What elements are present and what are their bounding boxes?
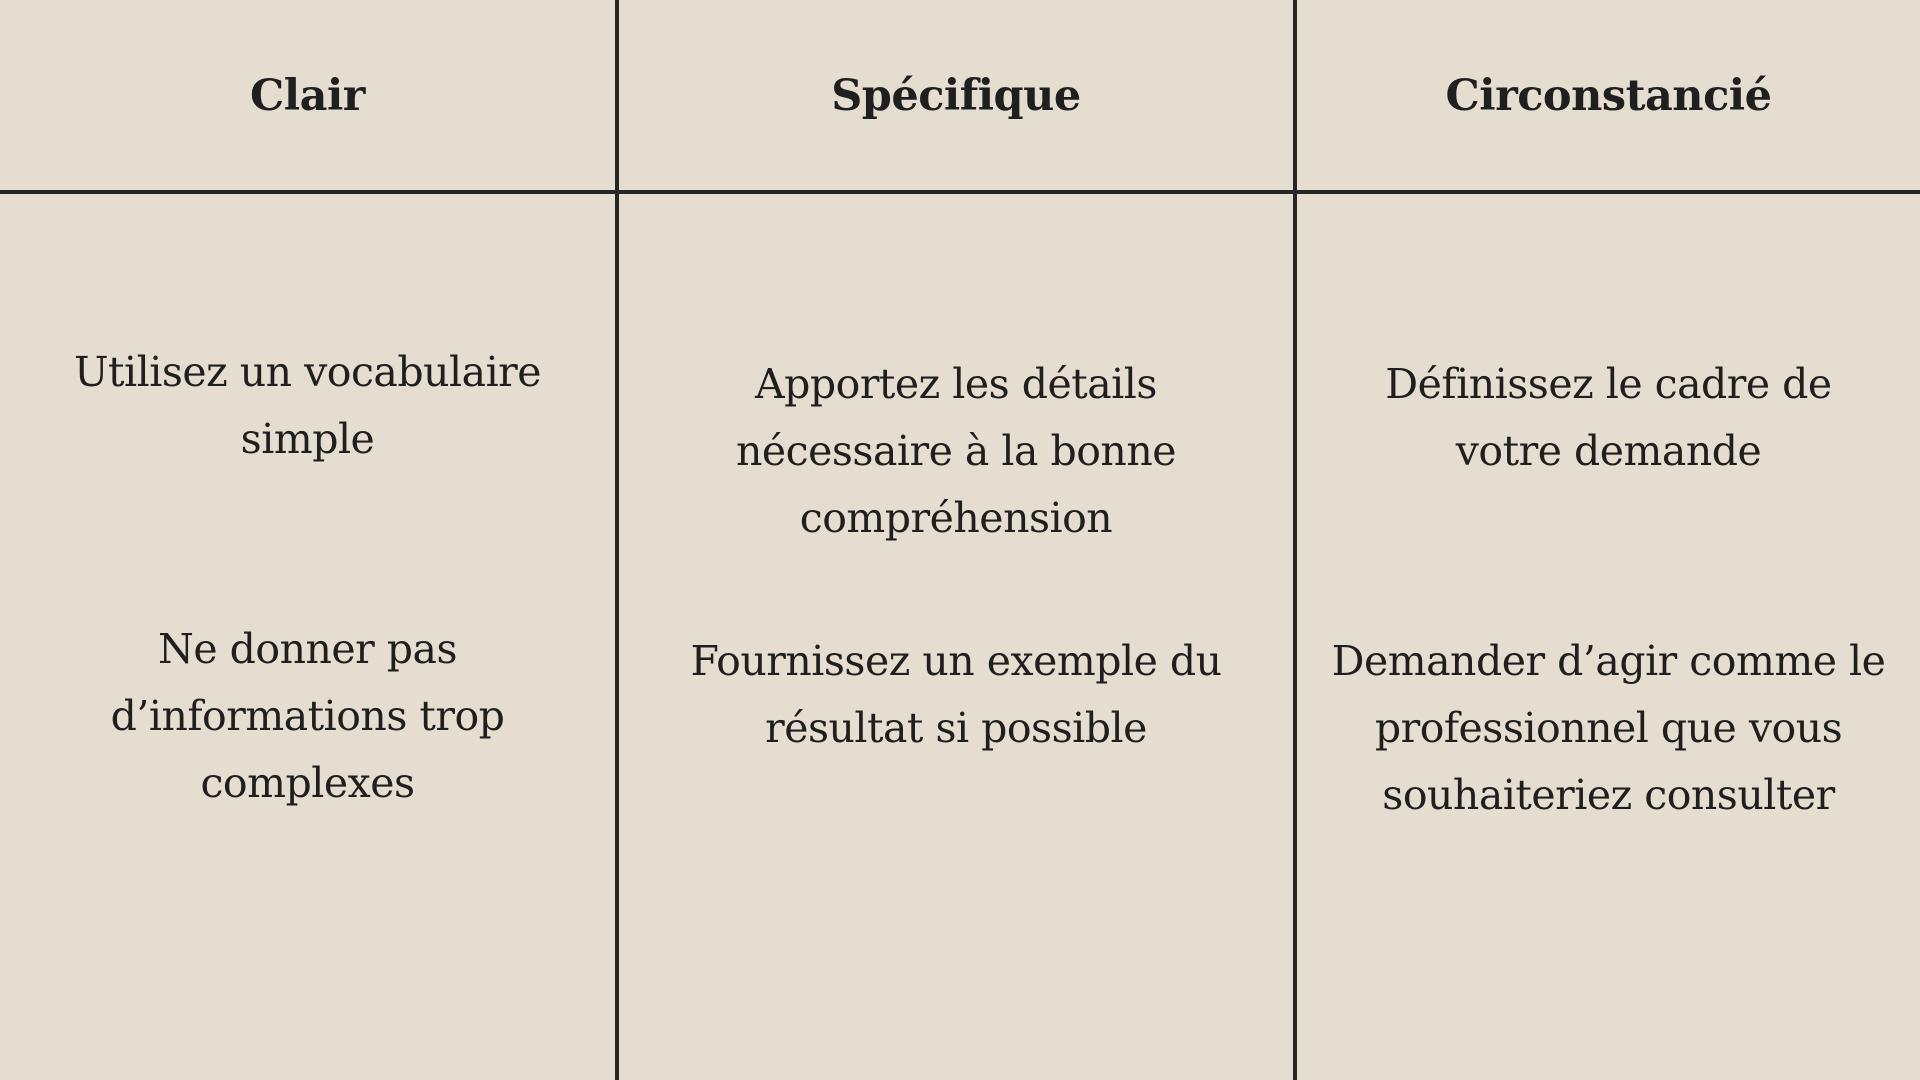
cell-clair-2: Ne donner pas d’informations trop complexes <box>110 625 505 807</box>
column-clair <box>0 0 615 1080</box>
column-header-specifique: Spécifique <box>831 71 1081 121</box>
column-header-circonstancie: Circonstancié <box>1445 71 1772 121</box>
column-divider-2 <box>1293 0 1297 1080</box>
column-header-clair: Clair <box>250 71 365 121</box>
column-circonstancie <box>1297 0 1920 1080</box>
cell-clair-1: Utilisez un vocabulaire simple <box>73 348 542 463</box>
cell-specifique-1: Apportez les détails nécessaire à la bonne compréhension <box>736 360 1176 542</box>
cell-specifique-2: Fournissez un exemple du résultat si possible <box>690 637 1222 752</box>
column-divider-1 <box>615 0 619 1080</box>
cell-circonstancie-2: Demander d’agir comme le professionnel que vous souhaiteriez consulter <box>1331 637 1886 819</box>
cell-circonstancie-1: Définissez le cadre de votre demande <box>1385 360 1832 475</box>
column-specifique <box>619 0 1293 1080</box>
header-divider <box>0 190 1920 194</box>
